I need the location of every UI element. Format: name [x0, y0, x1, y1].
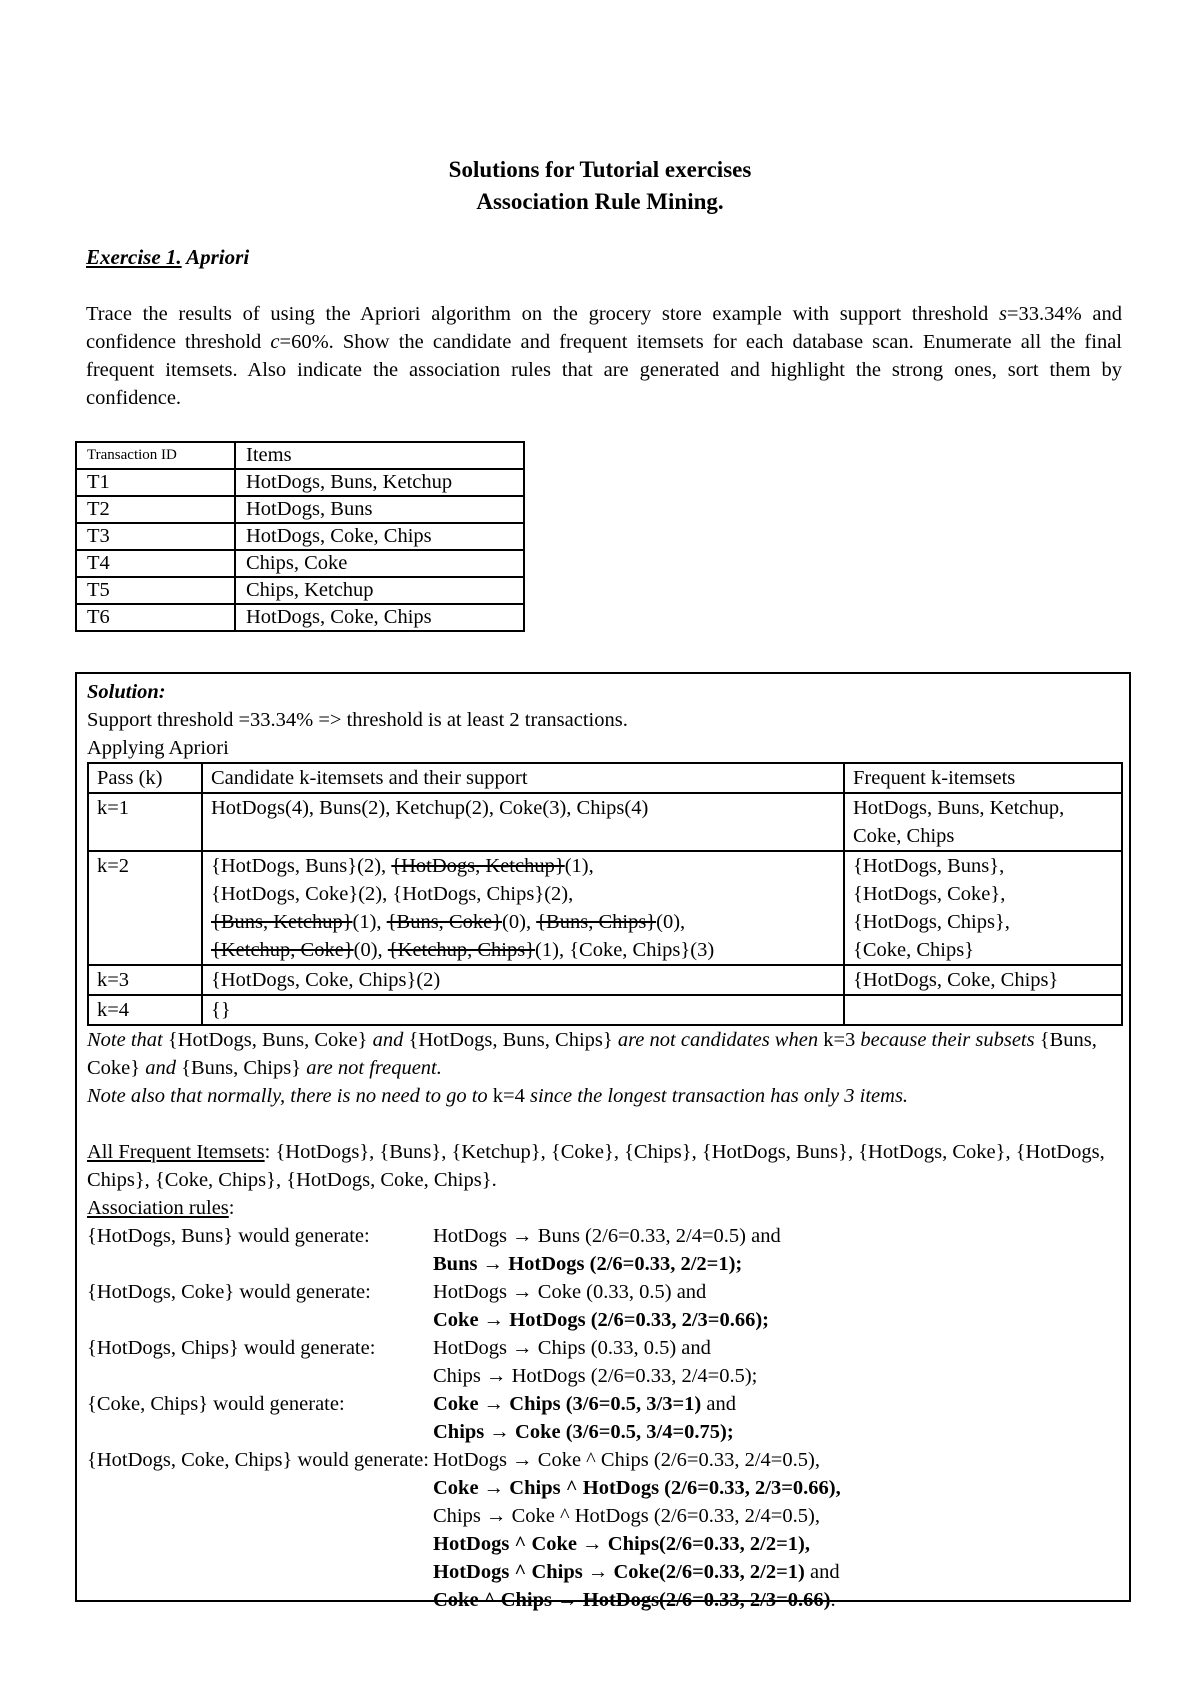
list-item: {Coke, Chips} would generate: Coke → Chips (3/6=0.5, 3/3=1) and	[87, 1393, 736, 1415]
list-item: Coke → HotDogs (2/6=0.33, 2/3=0.66);	[433, 1309, 769, 1331]
exercise-intro: Trace the results of using the Apriori algorithm on the grocery store example with support threshold s=33.34% and confidence threshold c=60%. Show the candidate and frequent itemsets for each database scan. Enumerate all the final frequent itemsets. Also indicate the association rules that are generated and highlight the strong ones, sort them by confidence.	[86, 303, 1122, 409]
list-item: {HotDogs, Chips} would generate: HotDogs → Chips (0.33, 0.5) and	[87, 1337, 711, 1359]
list-item: Chips → Coke (3/6=0.5, 3/4=0.75);	[433, 1421, 734, 1443]
transactions-table	[75, 441, 525, 632]
list-item: Coke ^ Chips → HotDogs(2/6=0.33, 2/3=0.66).	[433, 1589, 836, 1611]
table-row: T2 HotDogs, Buns	[76, 496, 524, 523]
applying-apriori: Applying Apriori	[87, 737, 229, 759]
apriori-table	[87, 762, 1123, 1026]
table-row: T5 Chips, Ketchup	[76, 577, 524, 604]
list-item: Buns → HotDogs (2/6=0.33, 2/2=1);	[433, 1253, 743, 1275]
table-row: T6 HotDogs, Coke, Chips	[76, 604, 524, 631]
support-line: Support threshold =33.34% => threshold is at least 2 transactions.	[87, 709, 628, 731]
col-pass: Pass (k)	[88, 763, 202, 793]
table-header-row	[76, 442, 524, 469]
table-row: T3 HotDogs, Coke, Chips	[76, 523, 524, 550]
all-frequent-itemsets: All Frequent Itemsets: {HotDogs}, {Buns}, {Ketchup}, {Coke}, {Chips}, {HotDogs, Buns}, {HotDogs, Coke}, {HotDogs, Chips}, {Coke, Chips}, {HotDogs, Coke, Chips}.	[87, 1141, 1105, 1191]
col-items: Items	[235, 442, 524, 469]
note-candidates: Note that {HotDogs, Buns, Coke} and {HotDogs, Buns, Chips} are not candidates when k=3 because their subsets {Buns, Coke} and {Buns, Chips} are not frequent.	[87, 1029, 1097, 1079]
table-row: k=3 {HotDogs, Coke, Chips}(2) {HotDogs, Coke, Chips}	[88, 965, 1122, 995]
exercise-label: Exercise 1.	[86, 245, 182, 269]
table-row: k=4 {}	[88, 995, 1122, 1025]
list-item: Chips → Coke ^ HotDogs (2/6=0.33, 2/4=0.5),	[433, 1505, 820, 1527]
table-row: T4 Chips, Coke	[76, 550, 524, 577]
association-rules-label: Association rules:	[87, 1197, 235, 1219]
list-item: {HotDogs, Buns} would generate: HotDogs → Buns (2/6=0.33, 2/4=0.5) and	[87, 1225, 781, 1247]
table-row: k=1 HotDogs(4), Buns(2), Ketchup(2), Coke(3), Chips(4) HotDogs, Buns, Ketchup, Coke, Chips	[88, 793, 1122, 851]
col-transaction-id: Transaction ID	[76, 442, 235, 469]
table-header-row	[88, 763, 1122, 793]
list-item: {HotDogs, Coke} would generate: HotDogs → Coke (0.33, 0.5) and	[87, 1281, 707, 1303]
list-item: HotDogs ^ Chips → Coke(2/6=0.33, 2/2=1) and	[433, 1561, 840, 1583]
col-candidates: Candidate k-itemsets and their support	[202, 763, 844, 793]
col-frequent: Frequent k-itemsets	[844, 763, 1122, 793]
exercise-heading	[86, 245, 249, 270]
table-row: T1 HotDogs, Buns, Ketchup	[76, 469, 524, 496]
page-title: Solutions for Tutorial exercises	[448, 157, 752, 182]
note-k4: Note also that normally, there is no need to go to k=4 since the longest transaction has only 3 items.	[87, 1085, 909, 1107]
exercise-name: Apriori	[181, 245, 250, 269]
solution-box	[75, 672, 1131, 1611]
rules-list	[87, 1222, 1123, 1614]
list-item: Coke → Chips ^ HotDogs (2/6=0.33, 2/3=0.66),	[433, 1477, 841, 1499]
k2-frequent: {HotDogs, Buns}, {HotDogs, Coke}, {HotDogs, Chips}, {Coke, Chips}	[844, 851, 1122, 965]
k2-candidates: {HotDogs, Buns}(2), {HotDogs, Ketchup}(1), {HotDogs, Coke}(2), {HotDogs, Chips}(2), {Buns, Ketchup}(1), {Buns, Coke}(0), {Buns, Chips}(0), {Ketchup, Coke}(0), {Ketchup, Chips}(1), {Coke, Chips}(3)	[202, 851, 844, 965]
list-item: Chips → HotDogs (2/6=0.33, 2/4=0.5);	[433, 1365, 758, 1387]
solution-label: Solution:	[87, 681, 166, 703]
page-subtitle: Association Rule Mining.	[476, 189, 724, 214]
table-row: k=2 {HotDogs, Buns}(2), {HotDogs, Ketchup}(1), {HotDogs, Coke}(2), {HotDogs, Chips}(2), {Buns, Ketchup}(1), {Buns, Coke}(0), {Buns, Chips}(0), {Ketchup, Coke}(0), {Ketchup, Chips}(1), {Coke, Chips}(3) {HotDogs, Buns}, {HotDogs, Coke}, {HotDogs, Chips}, {Coke, Chips}	[88, 851, 1122, 965]
list-item: HotDogs ^ Coke → Chips(2/6=0.33, 2/2=1),	[433, 1533, 810, 1555]
list-item: {HotDogs, Coke, Chips} would generate: HotDogs → Coke ^ Chips (2/6=0.33, 2/4=0.5),	[87, 1449, 820, 1471]
